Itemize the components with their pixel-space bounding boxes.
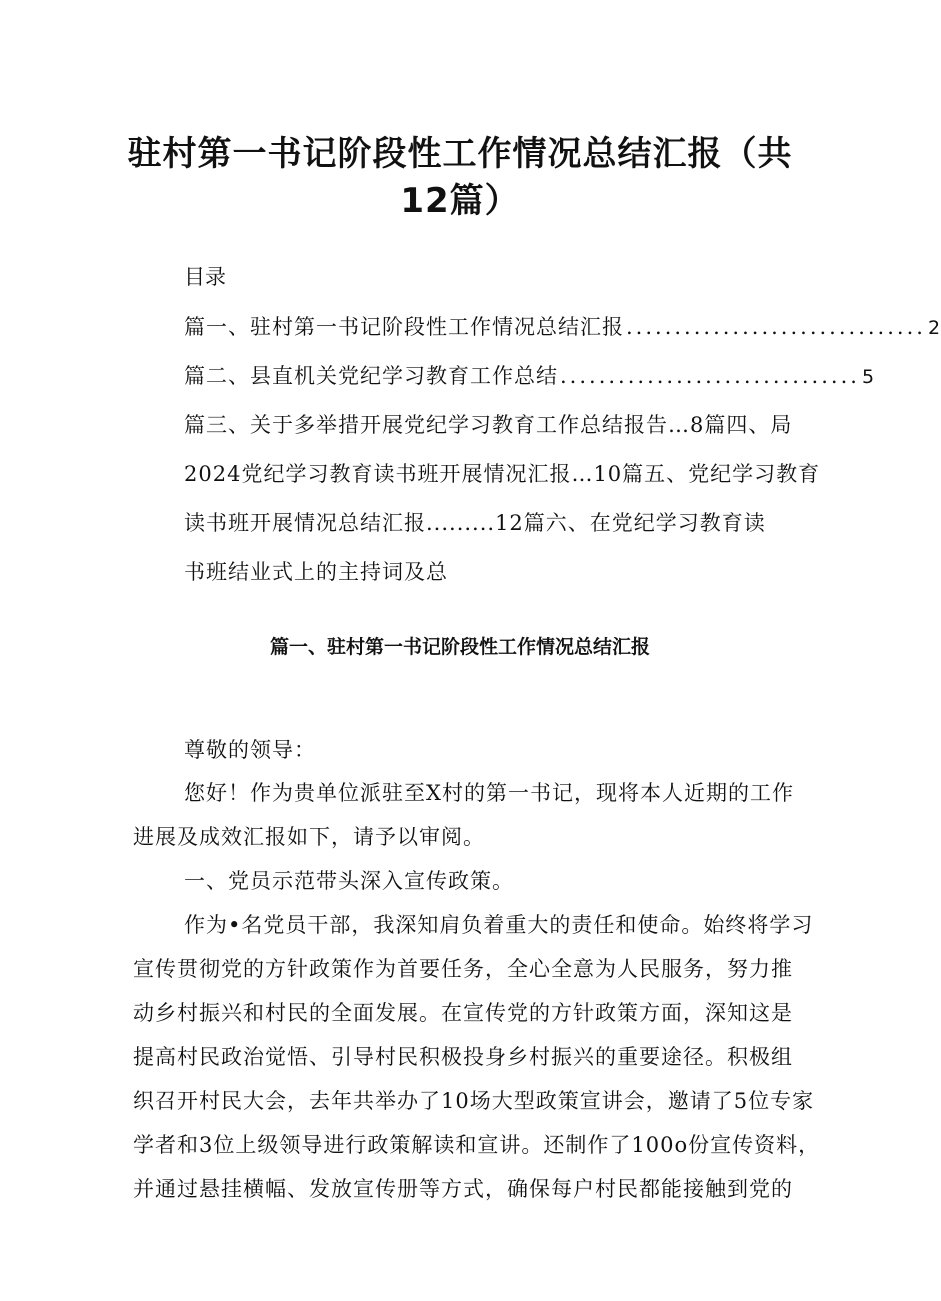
toc-entry-page: 2: [927, 317, 941, 339]
toc-entry[interactable]: [184, 312, 941, 343]
body-line: 宣传贯彻党的方针政策作为首要任务，全心全意为人民服务，努力推: [133, 957, 793, 981]
document-title-line-1: 驻村第一书记阶段性工作情况总结汇报（共: [127, 134, 793, 174]
salutation: 尊敬的领导：: [184, 738, 316, 762]
toc-run-on-line[interactable]: 篇三、关于多举措开展党纪学习教育工作总结报告…8篇四、局: [184, 413, 793, 437]
toc-entry-text: 篇一、驻村第一书记阶段性工作情况总结汇报: [184, 315, 624, 339]
toc-leader-dots: ...............................: [560, 364, 860, 388]
section-heading: 篇一、驻村第一书记阶段性工作情况总结汇报: [269, 636, 650, 658]
body-line: 提高村民政治觉悟、引导村民积极投身乡村振兴的重要途径。积极组: [133, 1045, 793, 1069]
toc-leader-dots: ...............................: [626, 315, 926, 339]
toc-heading: 目录: [184, 265, 226, 289]
body-line: 进展及成效汇报如下，请予以审阅。: [133, 825, 485, 849]
toc-entry-page: 5: [861, 366, 876, 388]
toc-entry-text: 篇二、县直机关党纪学习教育工作总结: [184, 364, 558, 388]
toc-entry[interactable]: [184, 361, 876, 392]
toc-run-on-line[interactable]: 书班结业式上的主持词及总: [184, 560, 448, 584]
body-line: 一、党员示范带头深入宣传政策。: [184, 869, 514, 893]
body-line: 织召开村民大会，去年共举办了10场大型政策宣讲会，邀请了5位专家: [133, 1089, 815, 1113]
toc-run-on-line[interactable]: 2024党纪学习教育读书班开展情况汇报…10篇五、党纪学习教育: [184, 462, 821, 486]
body-line: 并通过悬挂横幅、发放宣传册等方式，确保每户村民都能接触到党的: [133, 1177, 793, 1201]
document-title-line-2: 12篇）: [400, 181, 520, 221]
body-line: 您好！作为贵单位派驻至X村的第一书记，现将本人近期的工作: [184, 781, 794, 805]
body-line: 动乡村振兴和村民的全面发展。在宣传党的方针政策方面，深知这是: [133, 1001, 793, 1025]
body-line: 作为•名党员干部，我深知肩负着重大的责任和使命。始终将学习: [184, 913, 814, 937]
body-line: 学者和3位上级领导进行政策解读和宣讲。还制作了100o份宣传资料，: [133, 1133, 821, 1157]
toc-run-on-line[interactable]: 读书班开展情况总结汇报.........12篇六、在党纪学习教育读: [184, 511, 766, 535]
